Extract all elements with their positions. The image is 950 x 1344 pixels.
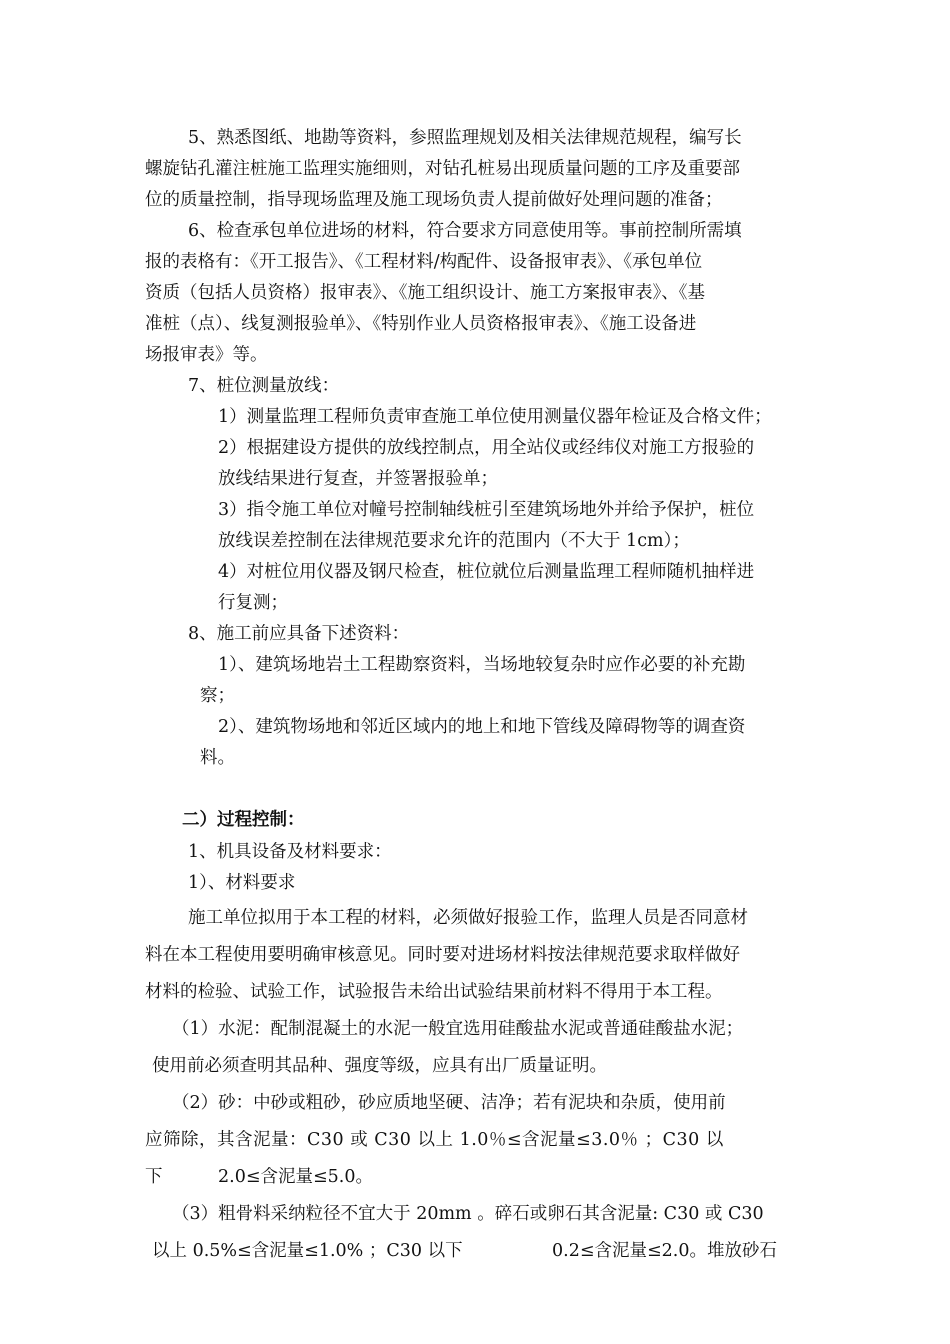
aggregate-line-1: （3）粗骨料采纳粒径不宜大于 20mm 。碎石或卵石其含泥量: C30 或 C30 [172,1204,764,1224]
materials-para-line-1: 施工单位拟用于本工程的材料，必须做好报验工作，监理人员是否同意材 [188,908,748,928]
sand-line-3-start: 下 [145,1167,163,1187]
section-heading-process-control: 二）过程控制： [182,810,305,830]
sec7-item-3-line-1: 3）指令施工单位对幢号控制轴线桩引至建筑场地外并给予保护，桩位 [218,500,755,520]
sec6-line-5: 场报审表》等。 [145,345,268,365]
sec6-line-3: 资质（包括人员资格）报审表》、《施工组织设计、施工方案报审表》、《基 [145,283,705,303]
sec8-item-2-line-2: 料。 [200,748,235,768]
sec5-line-3: 位的质量控制，指导现场监理及施工现场负责人提前做好处理问题的准备； [145,190,723,210]
sec8-title: 8、施工前应具备下述资料： [188,624,410,644]
materials-para-line-2: 料在本工程使用要明确审核意见。同时要对进场材料按法律规范要求取样做好 [145,945,740,965]
sec6-line-1: 6、检查承包单位进场的材料，符合要求方同意使用等。事前控制所需填 [188,221,742,241]
aggregate-line-2-start: 以上 0.5%≤含泥量≤1.0% ；C30 以下 [152,1241,463,1261]
cement-line-2: 使用前必须查明其品种、强度等级，应具有出厂质量证明。 [152,1056,607,1076]
sec6-line-4: 准桩（点）、线复测报验单》、《特别作业人员资格报审表》、《施工设备进 [145,314,697,334]
part2-subtitle-1-1: 1）、材料要求 [188,873,296,893]
sec8-item-1-line-1: 1）、建筑场地岩土工程勘察资料，当场地较复杂时应作必要的补充勘 [218,655,746,675]
sec8-item-1-line-2: 察； [200,686,235,706]
sec7-item-1: 1）测量监理工程师负责审查施工单位使用测量仪器年检证及合格文件； [218,407,772,427]
sand-line-2: 应筛除，其含泥量：C30 或 C30 以上 1.0％≤含泥量≤3.0％ ；C30 以 [145,1130,724,1150]
sec7-item-4-line-1: 4）对桩位用仪器及钢尺检查，桩位就位后测量监理工程师随机抽样进 [218,562,755,582]
sec7-item-2-line-2: 放线结果进行复查，并签署报验单； [218,469,498,489]
sand-line-3-end: 2.0≤含泥量≤5.0。 [218,1167,373,1187]
cement-line-1: （1）水泥：配制混凝土的水泥一般宜选用硅酸盐水泥或普通硅酸盐水泥； [172,1019,744,1039]
sec7-item-4-line-2: 行复测； [218,593,288,613]
sec6-line-2: 报的表格有：《开工报告》、《工程材料/构配件、设备报审表》、《承包单位 [145,252,703,272]
sec7-title: 7、桩位测量放线： [188,376,340,396]
sec8-item-2-line-1: 2）、建筑物场地和邻近区域内的地上和地下管线及障碍物等的调查资 [218,717,746,737]
part2-subtitle-1: 1、机具设备及材料要求： [188,842,392,862]
sec5-line-2: 螺旋钻孔灌注桩施工监理实施细则，对钻孔桩易出现质量问题的工序及重要部 [145,159,740,179]
materials-para-line-3: 材料的检验、试验工作，试验报告未给出试验结果前材料不得用于本工程。 [145,982,723,1002]
aggregate-line-2-end: 0.2≤含泥量≤2.0。堆放砂石 [552,1241,777,1261]
sand-line-1: （2）砂：中砂或粗砂，砂应质地坚硬、洁净；若有泥块和杂质，使用前 [172,1093,726,1113]
sec5-line-1: 5、熟悉图纸、地勘等资料，参照监理规划及相关法律规范规程，编写长 [188,128,742,148]
sec7-item-2-line-1: 2）根据建设方提供的放线控制点，用全站仪或经纬仪对施工方报验的 [218,438,755,458]
sec7-item-3-line-2: 放线误差控制在法律规范要求允许的范围内（不大于 1cm）； [218,531,690,551]
